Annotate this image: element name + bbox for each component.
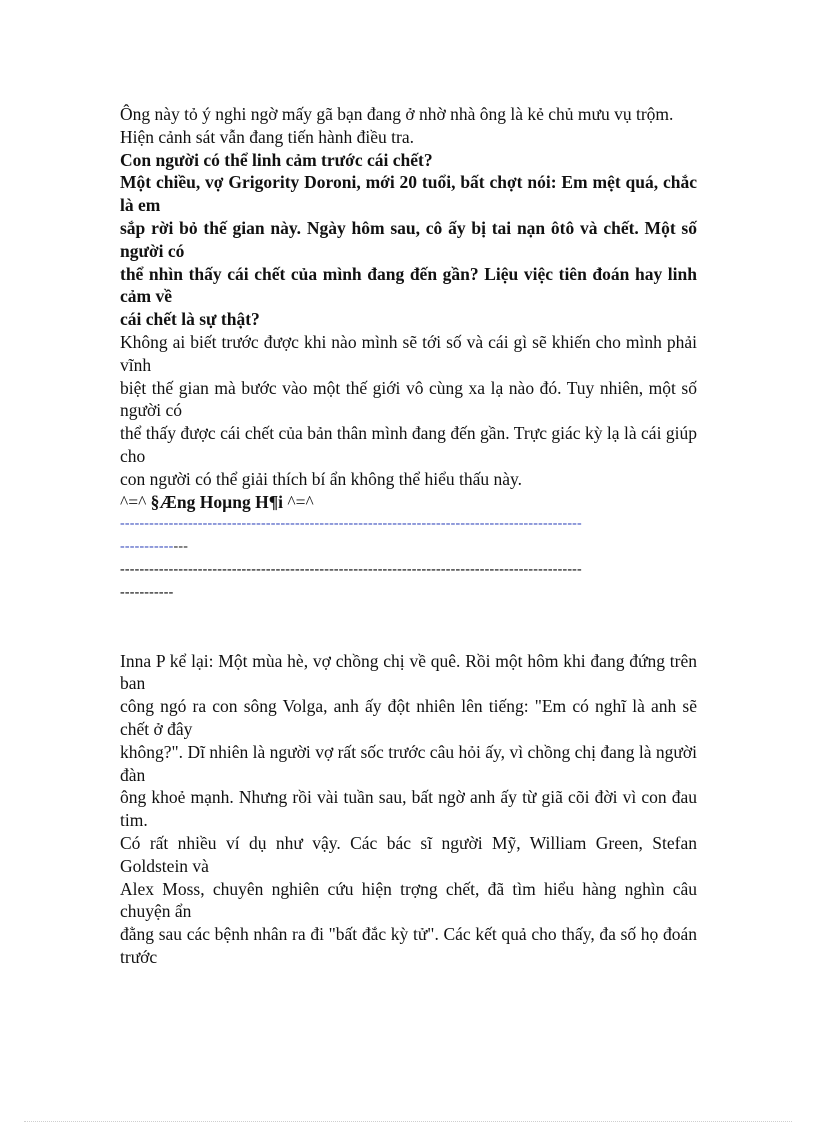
separator-blue-segment: ----------- (120, 539, 174, 555)
paragraph: Không ai biết trước được khi nào mình sẽ tới số và cái gì sẽ khiến cho mình phải vĩnh (120, 331, 697, 375)
separator-blue-tail: --- (173, 539, 189, 555)
section-heading: Con người có thể linh cảm trước cái chết? (120, 149, 433, 170)
paragraph: ông khoẻ mạnh. Nhưng rồi vài tuần sau, bất ngờ anh ấy từ giã cõi đời vì con đau tim. (120, 787, 697, 831)
paragraph: không?". Dĩ nhiên là người vợ rất sốc trước câu hỏi ấy, vì chồng chị đang là người đàn (120, 741, 697, 785)
paragraph: thể thấy được cái chết của bản thân mình đang đến gần. Trực giác kỳ lạ là cái giúp cho (120, 423, 697, 466)
bold-paragraph: cái chết là sự thật? (120, 309, 260, 330)
signature-right: ^=^ (287, 491, 314, 512)
document-page (120, 103, 697, 969)
separator-blue-line: ----------------------------------------------------------------------------------------------- (120, 516, 582, 532)
paragraph: Ông này tỏ ý nghi ngờ mấy gã bạn đang ở nhờ nhà ông là kẻ chủ mưu vụ trộm. (120, 104, 674, 124)
paragraph: công ngó ra con sông Volga, anh ấy đột nhiên lên tiếng: "Em có nghĩ là anh sẽ chết ở đây (120, 696, 697, 739)
spacer (120, 605, 697, 650)
separator-black-line-2: ----------- (120, 584, 174, 600)
signature-name: §Æng Hoµng H¶i (150, 491, 284, 512)
separator-blue-line-2 (120, 536, 697, 559)
paragraph: Alex Moss, chuyên nghiên cứu hiện trợng chết, đã tìm hiểu hàng nghìn câu chuyện ẩn (120, 878, 697, 922)
signature-left: ^=^ (120, 491, 147, 512)
paragraph: Hiện cảnh sát vẫn đang tiến hành điều tra. (120, 126, 414, 147)
page-bottom-divider (24, 1121, 792, 1122)
bold-paragraph: thể nhìn thấy cái chết của mình đang đến gần? Liệu việc tiên đoán hay linh cảm về (120, 263, 697, 307)
paragraph: Có rất nhiều ví dụ như vậy. Các bác sĩ người Mỹ, William Green, Stefan Goldstein và (120, 832, 697, 876)
separator-black-line: ----------------------------------------------------------------------------------------------- (120, 561, 582, 577)
paragraph: biệt thế gian mà bước vào một thế giới vô cùng xa lạ nào đó. Tuy nhiên, một số người có (120, 377, 697, 421)
paragraph: con người có thể giải thích bí ẩn không thể hiểu thấu này. (120, 468, 523, 489)
signature (120, 491, 697, 514)
bold-paragraph: sắp rời bỏ thế gian này. Ngày hôm sau, cô ấy bị tai nạn ôtô và chết. Một số người có (120, 217, 697, 261)
paragraph: Inna P kể lại: Một mùa hè, vợ chồng chị về quê. Rồi một hôm khi đang đứng trên ban (120, 650, 697, 694)
bold-paragraph: Một chiều, vợ Grigority Doroni, mới 20 tuổi, bất chợt nói: Em mệt quá, chắc là em (120, 172, 697, 216)
paragraph: đằng sau các bệnh nhân ra đi "bất đắc kỳ tử". Các kết quả cho thấy, đa số họ đoán trước (120, 924, 697, 967)
